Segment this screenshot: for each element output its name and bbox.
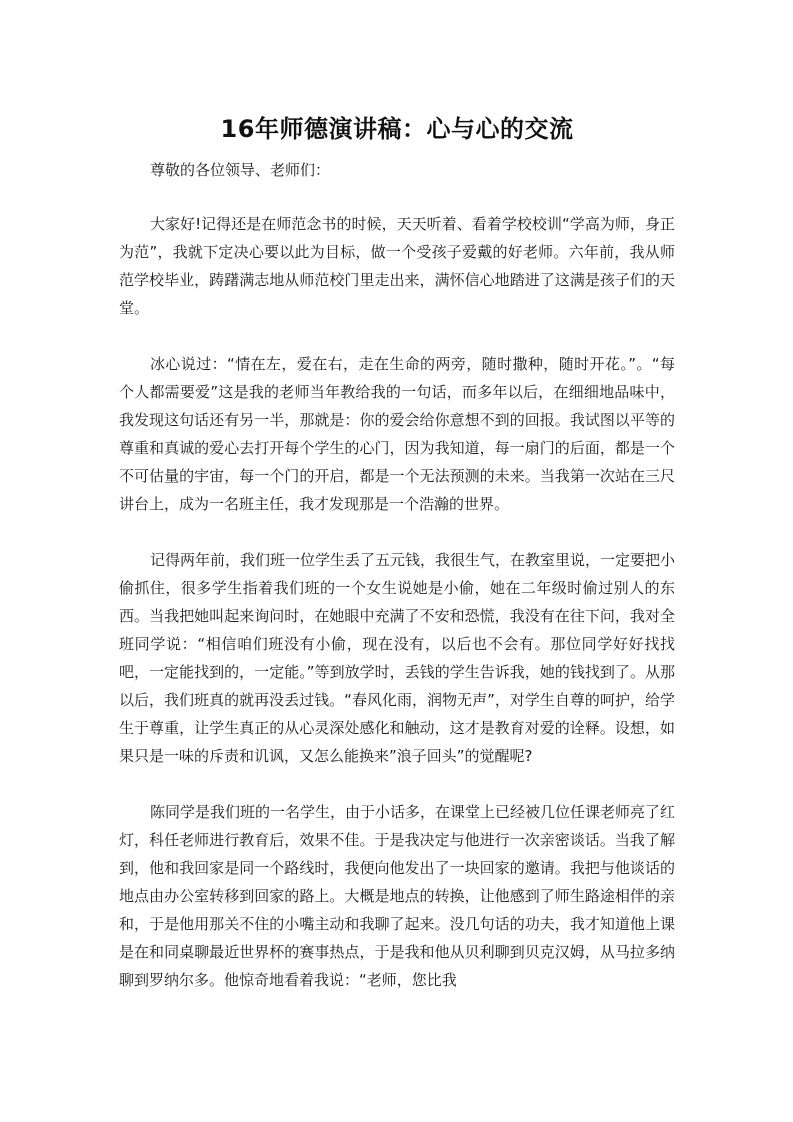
paragraph-2: 冰心说过：“情在左，爱在右，走在生命的两旁，随时撒种，随时开花。”。“每个人都需要爱”这是我的老师当年教给我的一句话，而多年以后，在细细地品味中，我发现这句话还有另一半，那就是：你的爱会给你意想不到的回报。我试图以平等的尊重和真诚的爱心去打开每个学生的心门，因为我知道，每一扇门的后面，都是一个不可估量的宇宙，每一个门的开启，都是一个无法预测的未来。当我第一次站在三尺讲台上，成为一名班主任，我才发现那是一个浩瀚的世界。 (119, 355, 675, 513)
paragraph-4: 陈同学是我们班的一名学生，由于小话多，在课堂上已经被几位任课老师亮了红灯，科任老师进行教育后，效果不佳。于是我决定与他进行一次亲密谈话。当我了解到，他和我回家是同一个路线时，我便向他发出了一块回家的邀请。我把与他谈话的地点由办公室转移到回家的路上。大概是地点的转换，让他感到了师生路途相伴的亲和，于是他用那关不住的小嘴主动和我聊了起来。没几句话的功夫，我才知道他上课是在和同桌聊最近世界杯的赛事热点，于是我和他从贝利聊到贝克汉姆，从马拉多纳聊到罗纳尔多。他惊奇地看着我说：“老师，您比我 (119, 803, 676, 989)
document-title: 16年师德演讲稿：心与心的交流 (220, 115, 574, 143)
salutation: 尊敬的各位领导、老师们： (150, 161, 331, 179)
paragraph-1: 大家好!记得还是在师范念书的时候，天天听着、看着学校校训“学高为师，身正为范”，我就下定决心要以此为目标，做一个受孩子爱戴的好老师。六年前，我从师范学校毕业，踌躇满志地从师范校门里走出来，满怀信心地踏进了这满是孩子们的天堂。 (119, 215, 675, 317)
paragraph-3: 记得两年前，我们班一位学生丢了五元钱，我很生气，在教室里说，一定要把小偷抓住，很多学生指着我们班的一个女生说她是小偷，她在二年级时偷过别人的东西。当我把她叫起来询问时，在她眼中充满了不安和恐慌，我没有在往下问，我对全班同学说：“相信咱们班没有小偷，现在没有，以后也不会有。那位同学好好找找吧，一定能找到的，一定能。”等到放学时，丢钱的学生告诉我，她的钱找到了。从那以后，我们班真的就再没丢过钱。“春风化雨，润物无声”，对学生自尊的呵护，给学生于尊重，让学生真正的从心灵深处感化和触动，这才是教育对爱的诠释。设想，如果只是一味的斥责和讥讽，又怎么能换来”浪子回头”的觉醒呢? (119, 551, 676, 765)
